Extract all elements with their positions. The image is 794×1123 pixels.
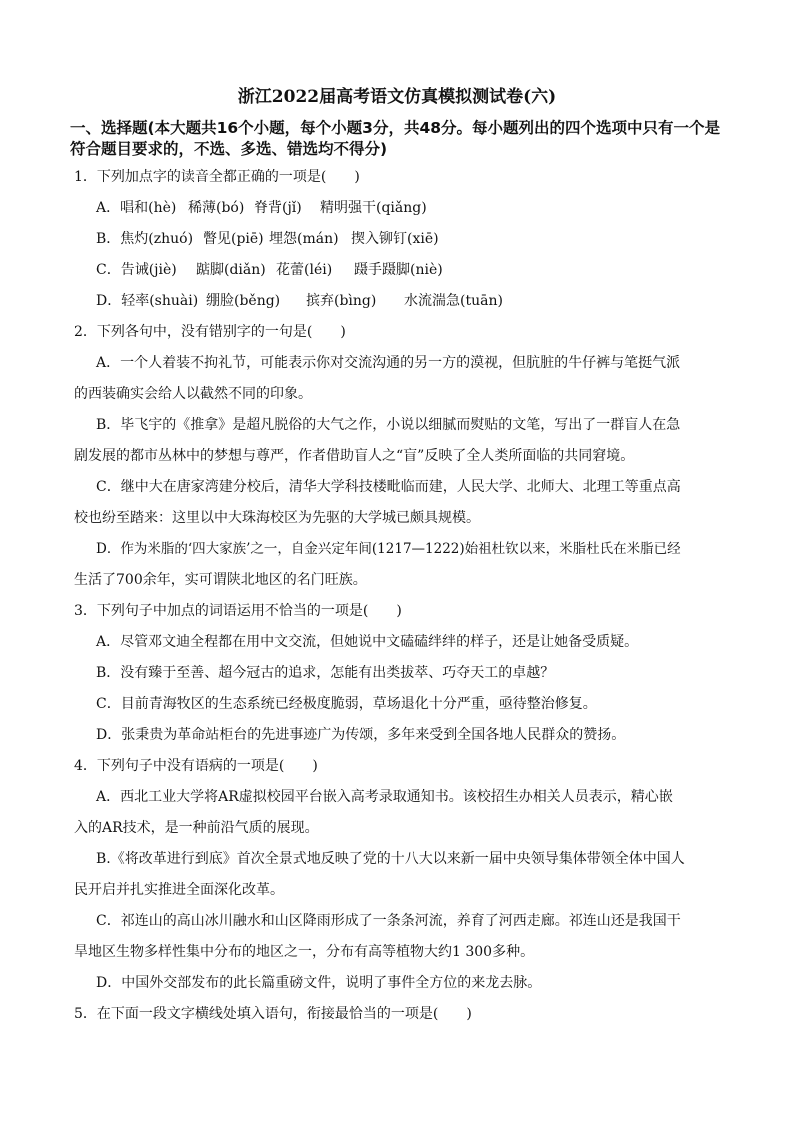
section-heading: 一、选择题(本大题共16个小题，每个小题3分，共48分。每小题列出的四个选项中只有一个是符合题目要求的，不选、多选、错选均不得分) bbox=[70, 119, 721, 158]
q4-option-c-line-2: 旱地区生物多样性集中分布的地区之一，分布有高等植物大约1 300多种。 bbox=[74, 944, 535, 960]
q1-d-word-4: 水流湍急(tuān) bbox=[404, 293, 503, 309]
q3-option-d: D．张秉贵为革命站柜台的先进事迹广为传颂，多年来受到全国各地人民群众的赞扬。 bbox=[96, 727, 626, 743]
q1-b-word-3: 埋怨(mán) bbox=[269, 231, 339, 247]
q2-option-c-line-2: 校也纷至踏来：这里以中大珠海校区为先驱的大学城已颇具规模。 bbox=[74, 510, 480, 526]
q3-stem: 3．下列句子中加点的词语运用不恰当的一项是( ) bbox=[74, 603, 402, 619]
q1-c-word-2: 踮脚(diǎn) bbox=[196, 262, 266, 278]
q3-option-b: B．没有臻于至善、超今冠古的追求，怎能有出类拔萃、巧夺天工的卓越？ bbox=[96, 665, 555, 681]
q3-option-c: C．目前青海牧区的生态系统已经极度脆弱，草场退化十分严重，亟待整治修复。 bbox=[96, 696, 597, 712]
q5-stem: 5．在下面一段文字横线处填入语句，衔接最恰当的一项是( ) bbox=[74, 1006, 472, 1022]
q4-option-c-line-1: C．祁连山的高山冰川融水和山区降雨形成了一条条河流，养育了河西走廊。祁连山还是我国干 bbox=[96, 913, 681, 929]
q1-c-word-4: 蹑手蹑脚(niè) bbox=[354, 262, 443, 278]
q1-option-a bbox=[96, 199, 427, 217]
q4-option-b-line-1: B.《将改革进行到底》首次全景式地反映了党的十八大以来新一届中央领导集体带领全体中国人 bbox=[96, 851, 685, 867]
q2-option-b-line-1: B．毕飞宇的《推拿》是超凡脱俗的大气之作，小说以细腻而熨贴的文笔，写出了一群盲人在急 bbox=[96, 417, 681, 433]
q2-option-c-line-1: C．继中大在唐家湾建分校后，清华大学科技楼毗临而建，人民大学、北师大、北理工等重点高 bbox=[96, 479, 681, 495]
q2-stem: 2．下列各句中，没有错别字的一句是( ) bbox=[74, 324, 346, 340]
q3-option-a: A．尽管邓文迪全程都在用中文交流，但她说中文磕磕绊绊的样子，还是让她备受质疑。 bbox=[96, 634, 639, 650]
q1-d-word-1: D．轻率(shuài) bbox=[96, 293, 199, 309]
q2-option-a-line-1: A．一个人着装不拘礼节，可能表示你对交流沟通的另一方的漠视，但肮脏的牛仔裤与笔挺气派 bbox=[96, 355, 681, 371]
q1-c-word-1: C．告诫(jiè) bbox=[96, 262, 177, 278]
q4-stem: 4．下列句子中没有语病的一项是( ) bbox=[74, 758, 318, 774]
q1-option-c bbox=[96, 261, 443, 279]
q4-option-a-line-1: A．西北工业大学将AR虚拟校园平台嵌入高考录取通知书。该校招生办相关人员表示，精心嵌 bbox=[96, 789, 673, 805]
q2-option-d-line-2: 生活了700余年，实可谓陕北地区的名门旺族。 bbox=[74, 572, 367, 588]
q1-a-word-1: A．唱和(hè) bbox=[96, 200, 177, 216]
q1-a-word-2: 稀薄(bó) bbox=[188, 200, 245, 216]
q2-option-b-line-2: 剧发展的都市丛林中的梦想与尊严，作者借助盲人之“盲”反映了全人类所面临的共同窘境。 bbox=[74, 448, 635, 464]
q1-a-word-3: 脊背(jǐ) bbox=[254, 200, 302, 216]
q1-d-word-2: 绷脸(běng) bbox=[206, 293, 281, 309]
q2-option-a-line-2: 的西装确实会给人以截然不同的印象。 bbox=[74, 386, 312, 402]
q1-d-word-3: 摈弃(bìng) bbox=[306, 293, 377, 309]
q1-b-word-2: 瞥见(piē) bbox=[203, 231, 264, 247]
q1-b-word-4: 揳入铆钉(xiē) bbox=[351, 231, 439, 247]
q4-option-b-line-2: 民开启并扎实推进全面深化改革。 bbox=[74, 882, 284, 898]
q2-option-d-line-1: D．作为米脂的‘四大家族’之一，自金兴定年间(1217—1222)始祖杜钦以来，米脂杜氏在米脂已经 bbox=[96, 541, 681, 557]
q1-option-b bbox=[96, 230, 439, 248]
q1-c-word-3: 花蕾(léi) bbox=[276, 262, 333, 278]
q4-option-a-line-2: 入的AR技术，是一种前沿气质的展现。 bbox=[74, 820, 319, 836]
page-title: 浙江2022届高考语文仿真模拟测试卷(六) bbox=[237, 87, 557, 107]
q1-stem: 1．下列加点字的读音全都正确的一项是( ) bbox=[74, 169, 360, 185]
q1-a-word-4: 精明强干(qiǎng) bbox=[320, 200, 427, 216]
q1-option-d bbox=[96, 292, 503, 310]
q1-b-word-1: B．焦灼(zhuó) bbox=[96, 231, 194, 247]
q4-option-d: D．中国外交部发布的此长篇重磅文件，说明了事件全方位的来龙去脉。 bbox=[96, 975, 542, 991]
